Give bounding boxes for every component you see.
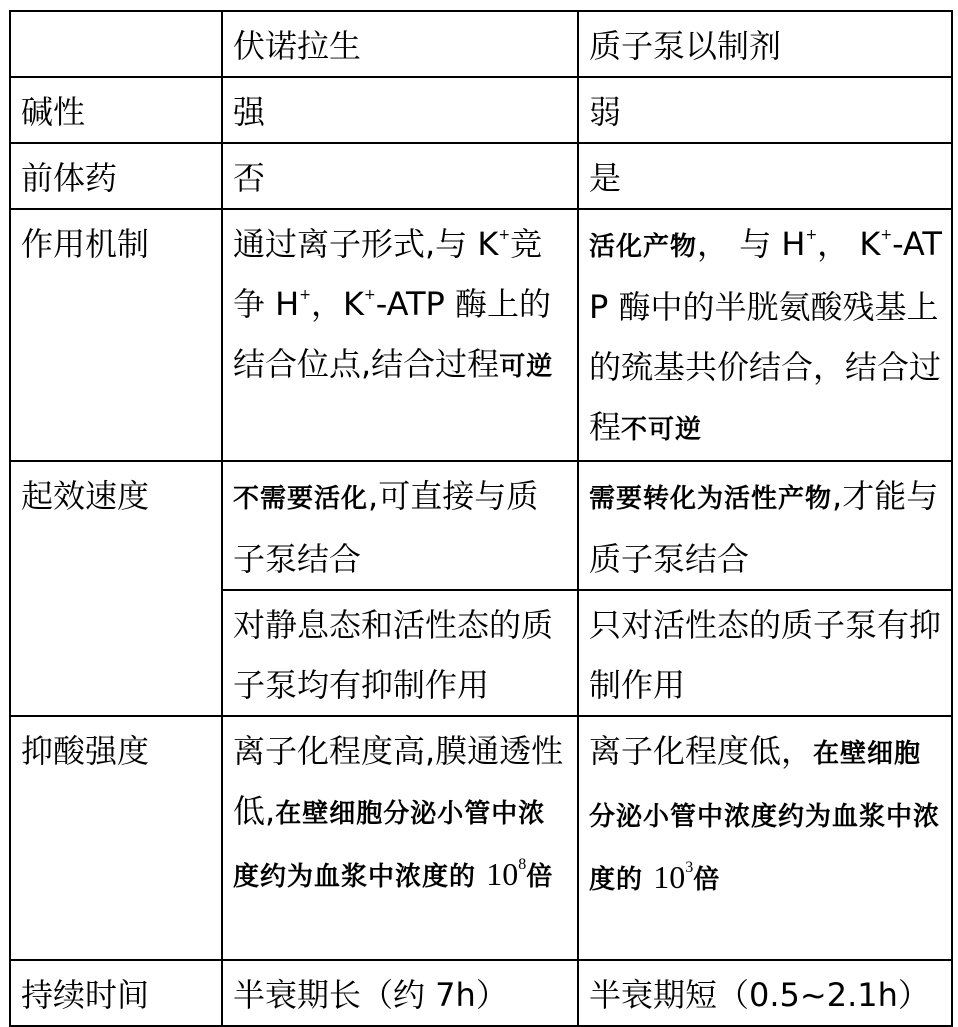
comparison-table: [9, 10, 953, 1027]
table-row: [10, 143, 952, 209]
emphasis-reversible: 可逆: [499, 352, 554, 382]
cell-mechanism-ppi: 活化产物， 与 H+， K+-ATP 酶中的半胱氨酸残基上的巯基共价结合，结合过程不可逆: [578, 209, 952, 461]
cell-duration-vonoprazan: 半衰期长（约 7h）: [222, 960, 578, 1026]
cell-acid-vonoprazan: 离子化程度高,膜通透性低,在壁细胞分泌小管中浓度约为血浆中浓度的 $10^8$倍: [222, 716, 578, 960]
table-header-row: [10, 11, 952, 77]
cell-duration-ppi: 半衰期短（0.5~2.1h）: [578, 960, 952, 1026]
row-label-acid: 抑酸强度: [10, 716, 222, 960]
cell-acid-ppi: 离子化程度低，在壁细胞分泌小管中浓度约为血浆中浓度的 $10^3$倍: [578, 716, 952, 960]
cell-onset-ppi: 需要转化为活性产物,才能与质子泵结合: [578, 461, 952, 590]
header-cell-ppi: 质子泵以制剂: [578, 11, 952, 77]
cell-onset-state-ppi: 只对活性态的质子泵有抑制作用: [578, 590, 952, 716]
row-label-onset: 起效速度: [10, 461, 222, 716]
cell-onset-vonoprazan: 不需要活化,可直接与质子泵结合: [222, 461, 578, 590]
table-row: [10, 77, 952, 143]
header-cell-empty: [10, 11, 222, 77]
cell-onset-state-vonoprazan: 对静息态和活性态的质子泵均有抑制作用: [222, 590, 578, 716]
row-label-prodrug: 前体药: [10, 143, 222, 209]
cell-prodrug-vonoprazan: 否: [222, 143, 578, 209]
table-row: [10, 461, 952, 590]
row-label-mechanism: 作用机制: [10, 209, 222, 461]
emphasis-needs-activation: 需要转化为活性产物: [589, 484, 833, 514]
table-row: [10, 716, 952, 960]
emphasis-active-product: 活化产物: [589, 232, 698, 262]
emphasis-irreversible: 不可逆: [621, 415, 703, 445]
cell-basicity-vonoprazan: 强: [222, 77, 578, 143]
header-cell-vonoprazan: 伏诺拉生: [222, 11, 578, 77]
cell-mechanism-vonoprazan: 通过离子形式,与 K+竞争 H+，K+-ATP 酶上的结合位点,结合过程可逆: [222, 209, 578, 461]
row-label-basicity: 碱性: [10, 77, 222, 143]
table-row: [10, 209, 952, 461]
emphasis-concentration: 在壁细胞分泌小管中浓度约为血浆中浓度的: [589, 739, 941, 895]
table-row: [10, 960, 952, 1026]
cell-prodrug-ppi: 是: [578, 143, 952, 209]
cell-basicity-ppi: 弱: [578, 77, 952, 143]
emphasis-no-activation: 不需要活化: [233, 484, 369, 514]
row-label-duration: 持续时间: [10, 960, 222, 1026]
emphasis-concentration: 在壁细胞分泌小管中浓度约为血浆中浓度的: [233, 799, 546, 892]
